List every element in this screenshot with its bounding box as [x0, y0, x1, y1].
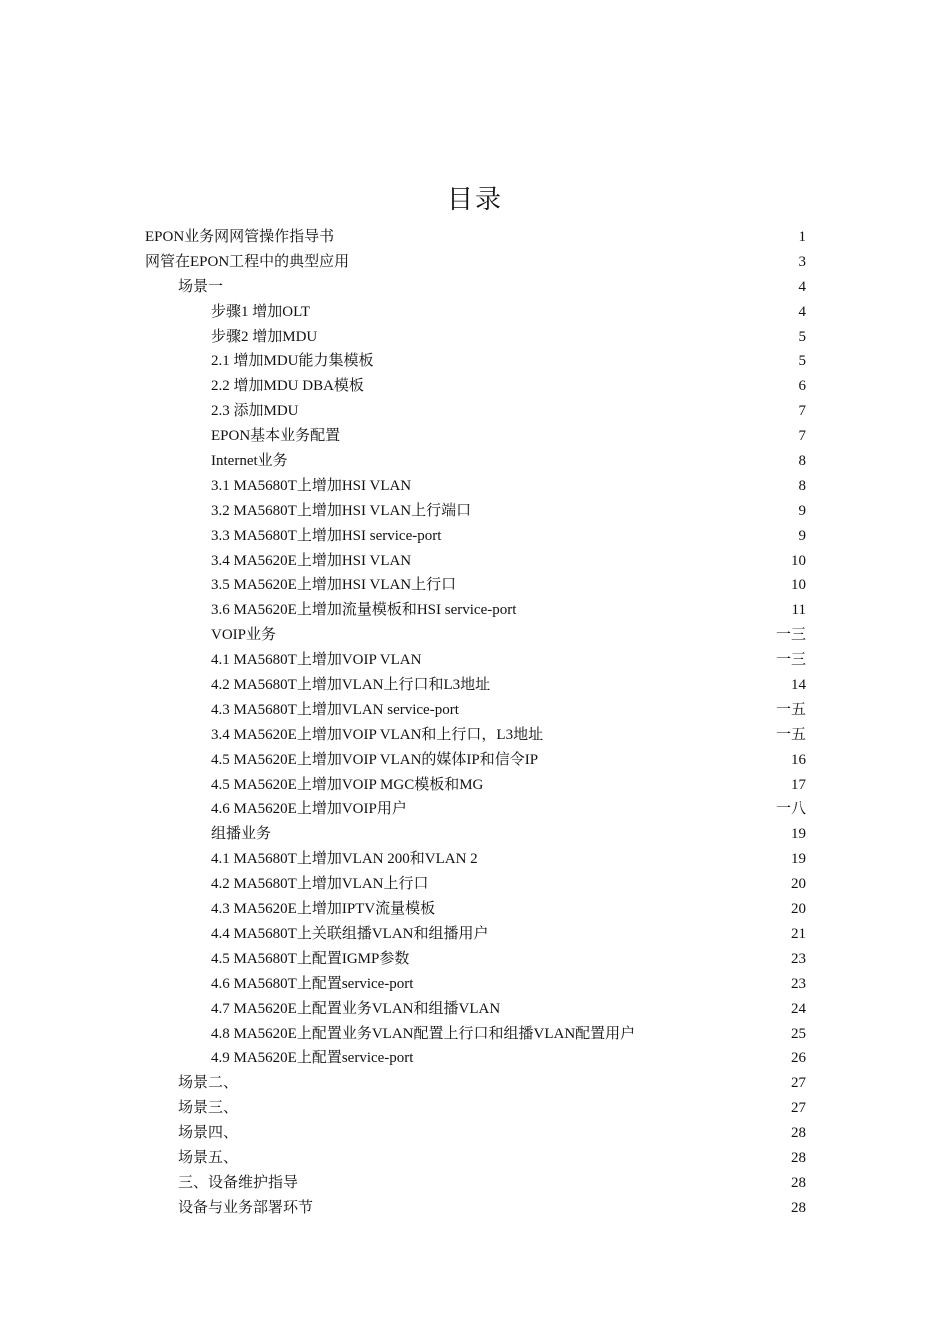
toc-dot-leader: [412, 489, 797, 490]
toc-dot-leader: [412, 564, 790, 565]
toc-entry-label: 场景四、: [178, 1125, 239, 1142]
toc-entry-label: 场景二、: [178, 1075, 239, 1092]
toc-dot-leader: [430, 887, 791, 888]
toc-entry-label: 4.1 MA5680T上增加VOIP VLAN: [211, 652, 422, 669]
toc-entry[interactable]: [145, 1196, 806, 1221]
toc-dot-leader: [277, 638, 775, 639]
toc-entry[interactable]: [145, 1146, 806, 1171]
toc-dot-leader: [414, 987, 790, 988]
toc-dot-leader: [414, 1061, 790, 1062]
toc-entry[interactable]: [145, 872, 806, 897]
toc-entry[interactable]: [145, 1071, 806, 1096]
toc-entry-label: 4.2 MA5680T上增加VLAN上行口和L3地址: [211, 677, 491, 694]
toc-entry-label: 4.8 MA5620E上配置业务VLAN配置上行口和组播VLAN配置用户: [211, 1025, 636, 1042]
toc-entry-page-number: 5: [798, 328, 806, 345]
toc-entry[interactable]: [145, 275, 806, 300]
toc-dot-leader: [289, 464, 798, 465]
toc-dot-leader: [375, 364, 798, 365]
toc-entry[interactable]: [145, 250, 806, 275]
toc-title: 目录: [446, 185, 503, 214]
toc-entry-label: 网管在EPON工程中的典型应用: [145, 253, 350, 270]
toc-entry-label: 2.1 增加MDU能力集模板: [211, 353, 374, 370]
toc-dot-leader: [314, 1211, 790, 1212]
toc-entry-page-number: 26: [791, 1050, 806, 1067]
toc-dot-leader: [636, 1037, 790, 1038]
toc-entry-label: 步骤2 增加MDU: [211, 328, 318, 345]
toc-entry[interactable]: [145, 573, 806, 598]
toc-entry[interactable]: [145, 300, 806, 325]
toc-entry-label: 设备与业务部署环节: [178, 1199, 314, 1216]
toc-dot-leader: [472, 514, 797, 515]
toc-dot-leader: [239, 1161, 790, 1162]
toc-entry-page-number: 27: [791, 1100, 806, 1117]
toc-entry-page-number: 19: [791, 826, 806, 843]
toc-entry[interactable]: [145, 474, 806, 499]
toc-entry-page-number: 9: [798, 502, 806, 519]
toc-entry[interactable]: [145, 424, 806, 449]
toc-dot-leader: [517, 613, 790, 614]
toc-entry-label: 4.7 MA5620E上配置业务VLAN和组播VLAN: [211, 1000, 501, 1017]
toc-entry[interactable]: [145, 1022, 806, 1047]
toc-entry-page-number: 17: [791, 776, 806, 793]
toc-entry-page-number: 3: [798, 253, 806, 270]
toc-dot-leader: [272, 837, 790, 838]
toc-entry[interactable]: [145, 698, 806, 723]
toc-entry-label: 4.6 MA5680T上配置service-port: [211, 975, 414, 992]
toc-entry[interactable]: [145, 1171, 806, 1196]
toc-entry-page-number: 6: [798, 378, 806, 395]
toc-entry[interactable]: [145, 374, 806, 399]
toc-dot-leader: [422, 663, 775, 664]
toc-entry[interactable]: [145, 449, 806, 474]
toc-dot-leader: [300, 414, 798, 415]
toc-dot-leader: [239, 1086, 790, 1087]
toc-entry-page-number: 一三: [775, 652, 806, 669]
toc-dot-leader: [224, 290, 797, 291]
toc-entry-label: EPON业务网网管操作指导书: [145, 229, 335, 245]
toc-entry-page-number: 10: [791, 577, 806, 594]
toc-entry-page-number: 8: [798, 477, 806, 494]
toc-entry-label: 4.2 MA5680T上增加VLAN上行口: [211, 876, 429, 893]
toc-entry[interactable]: [145, 623, 806, 648]
toc-entry-page-number: 21: [791, 925, 806, 942]
toc-entry-label: 3.4 MA5620E上增加VOIP VLAN和上行口，L3地址: [211, 726, 544, 743]
toc-entry-page-number: 28: [791, 1199, 806, 1216]
toc-entry[interactable]: [145, 648, 806, 673]
toc-entry[interactable]: [145, 598, 806, 623]
toc-dot-leader: [341, 439, 797, 440]
toc-entry[interactable]: [145, 1046, 806, 1071]
toc-entry-label: 4.4 MA5680T上关联组播VLAN和组播用户: [211, 925, 489, 942]
toc-dot-leader: [490, 937, 791, 938]
toc-entry-label: 3.3 MA5680T上增加HSI service-port: [211, 527, 442, 544]
toc-entry-label: 场景五、: [178, 1149, 239, 1166]
toc-entry-page-number: 20: [791, 876, 806, 893]
toc-entry[interactable]: [145, 499, 806, 524]
toc-entry-label: 4.3 MA5620E上增加IPTV流量模板: [211, 901, 436, 918]
toc-entry-page-number: 23: [791, 950, 806, 967]
toc-entry[interactable]: [145, 1096, 806, 1121]
toc-entry-page-number: 28: [791, 1125, 806, 1142]
toc-entry-label: 组播业务: [211, 826, 272, 843]
toc-entry[interactable]: [145, 1121, 806, 1146]
toc-entry-label: 三、设备维护指导: [178, 1174, 299, 1191]
toc-entry[interactable]: [145, 847, 806, 872]
toc-dot-leader: [484, 788, 790, 789]
toc-entry[interactable]: [145, 225, 806, 250]
toc-dot-leader: [365, 389, 798, 390]
toc-entry-label: 4.5 MA5620E上增加VOIP MGC模板和MG: [211, 776, 484, 793]
toc-entry-label: VOIP业务: [211, 627, 277, 644]
toc-entry[interactable]: [145, 922, 806, 947]
toc-entry[interactable]: [145, 349, 806, 374]
toc-entry-label: 4.9 MA5620E上配置service-port: [211, 1050, 414, 1067]
toc-entry-page-number: 23: [791, 975, 806, 992]
toc-entry[interactable]: [145, 773, 806, 798]
toc-list: [145, 225, 806, 1221]
toc-entry-page-number: 5: [798, 353, 806, 370]
toc-entry[interactable]: [145, 673, 806, 698]
toc-entry-page-number: 7: [798, 403, 806, 420]
toc-entry[interactable]: [145, 997, 806, 1022]
toc-entry-page-number: 7: [798, 428, 806, 445]
toc-entry-page-number: 8: [798, 453, 806, 470]
toc-entry-label: 场景三、: [178, 1100, 239, 1117]
toc-dot-leader: [335, 240, 797, 241]
toc-entry-label: 4.5 MA5620E上增加VOIP VLAN的媒体IP和信令IP: [211, 751, 539, 768]
toc-entry-page-number: 1: [798, 229, 806, 245]
toc-entry-label: 4.1 MA5680T上增加VLAN 200和VLAN 2: [211, 851, 478, 868]
toc-entry[interactable]: [145, 822, 806, 847]
toc-entry-page-number: 一八: [775, 801, 806, 818]
toc-entry-label: 2.3 添加MDU: [211, 403, 299, 420]
toc-entry-page-number: 4: [798, 303, 806, 320]
toc-entry-page-number: 11: [791, 602, 806, 619]
toc-entry-label: 3.4 MA5620E上增加HSI VLAN: [211, 552, 412, 569]
toc-entry-page-number: 20: [791, 901, 806, 918]
toc-dot-leader: [539, 763, 790, 764]
toc-entry-page-number: 14: [791, 677, 806, 694]
toc-entry-page-number: 28: [791, 1149, 806, 1166]
toc-entry[interactable]: [145, 947, 806, 972]
toc-entry-page-number: 一三: [775, 627, 806, 644]
toc-entry-page-number: 一五: [775, 726, 806, 743]
toc-entry-page-number: 25: [791, 1025, 806, 1042]
toc-entry-label: 4.6 MA5620E上增加VOIP用户: [211, 801, 407, 818]
toc-entry[interactable]: [145, 797, 806, 822]
toc-entry-page-number: 4: [798, 278, 806, 295]
toc-entry-label: 场景一: [178, 278, 224, 295]
toc-entry-label: Internet业务: [211, 453, 288, 470]
toc-entry-page-number: 27: [791, 1075, 806, 1092]
toc-dot-leader: [460, 713, 775, 714]
toc-entry-page-number: 19: [791, 851, 806, 868]
toc-dot-leader: [457, 588, 790, 589]
toc-entry-label: 步骤1 增加OLT: [211, 303, 311, 320]
toc-entry-label: 3.2 MA5680T上增加HSI VLAN上行端口: [211, 502, 472, 519]
toc-dot-leader: [410, 962, 790, 963]
toc-entry[interactable]: [145, 524, 806, 549]
toc-entry-label: 3.6 MA5620E上增加流量模板和HSI service-port: [211, 602, 517, 619]
toc-entry-page-number: 10: [791, 552, 806, 569]
toc-dot-leader: [436, 912, 790, 913]
toc-entry-page-number: 一五: [775, 701, 806, 718]
toc-entry-label: EPON基本业务配置: [211, 428, 341, 445]
toc-entry-label: 4.5 MA5680T上配置IGMP参数: [211, 950, 410, 967]
toc-entry[interactable]: [145, 399, 806, 424]
toc-dot-leader: [318, 340, 797, 341]
toc-entry[interactable]: [145, 897, 806, 922]
toc-dot-leader: [479, 862, 790, 863]
toc-dot-leader: [311, 315, 797, 316]
toc-dot-leader: [544, 738, 775, 739]
toc-entry[interactable]: [145, 325, 806, 350]
toc-entry-label: 3.1 MA5680T上增加HSI VLAN: [211, 477, 412, 494]
toc-entry-page-number: 24: [791, 1000, 806, 1017]
toc-dot-leader: [501, 1012, 790, 1013]
toc-entry[interactable]: [145, 972, 806, 997]
toc-dot-leader: [442, 539, 797, 540]
toc-entry-page-number: 28: [791, 1174, 806, 1191]
toc-entry[interactable]: [145, 723, 806, 748]
toc-dot-leader: [350, 265, 797, 266]
toc-entry-label: 3.5 MA5620E上增加HSI VLAN上行口: [211, 577, 457, 594]
toc-dot-leader: [239, 1111, 790, 1112]
toc-dot-leader: [408, 812, 775, 813]
toc-dot-leader: [491, 688, 790, 689]
toc-entry-label: 4.3 MA5680T上增加VLAN service-port: [211, 701, 459, 718]
toc-entry[interactable]: [145, 748, 806, 773]
toc-dot-leader: [299, 1186, 790, 1187]
toc-entry-label: 2.2 增加MDU DBA模板: [211, 378, 364, 395]
toc-entry[interactable]: [145, 549, 806, 574]
toc-dot-leader: [239, 1136, 790, 1137]
toc-entry-page-number: 9: [798, 527, 806, 544]
toc-entry-page-number: 16: [791, 751, 806, 768]
